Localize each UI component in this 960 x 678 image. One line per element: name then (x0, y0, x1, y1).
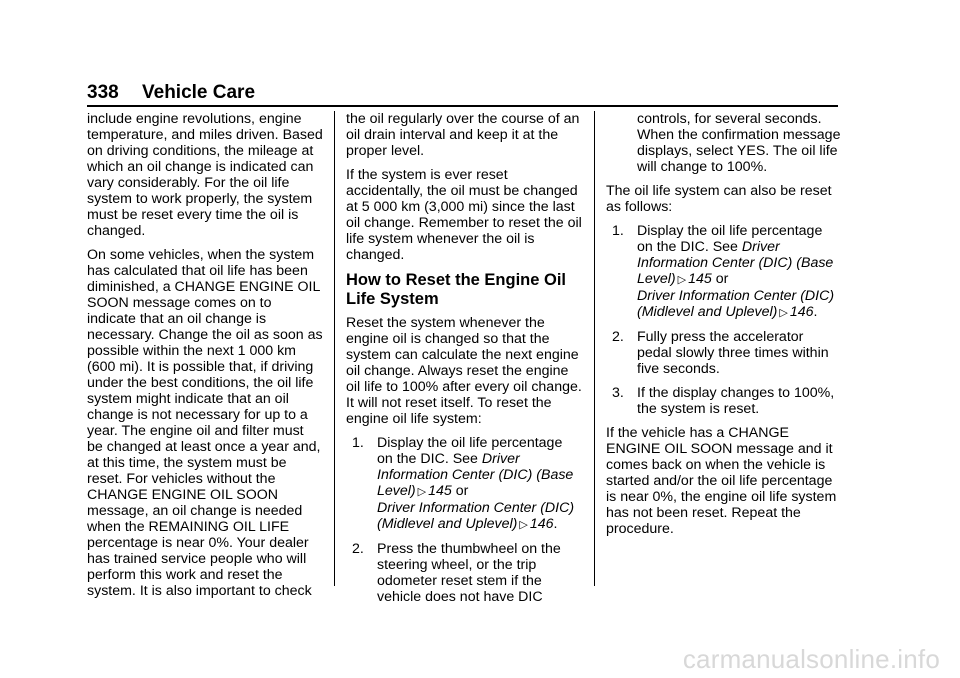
column-divider (594, 111, 595, 586)
page-reference-arrow-icon: ▷ (779, 307, 788, 319)
paragraph: include engine revolutions, engine temperature, and miles driven. Based on driving conditions, the mileage at which an oil change is indicated can vary considerably. For the oil life system to work properly, the system must be reset every time the oil is changed. (87, 111, 323, 239)
paragraph: If the vehicle has a CHANGE ENGINE OIL SOON message and it comes back on when the vehicle is started and/or the oil life percentage is near 0%, the engine oil life system has not been reset. Repeat the procedure. (606, 425, 837, 537)
step-text: or (711, 271, 729, 287)
page-reference[interactable]: 146 (789, 304, 814, 320)
cross-reference-link[interactable]: Driver Information Center (DIC) (Base Level) (637, 239, 834, 287)
paragraph: On some vehicles, when the system has calculated that oil life has been diminished, a CHANGE ENGINE OIL SOON message comes on to indicate that an oil change is necessary. Change the oil as soon as possible within the next 1 000 km (600 mi). It is possible that, if driving under the best conditions, the oil life system might indicate that an oil change is not necessary for up to a year. The engine oil and filter must be changed at least once a year and, at this time, the system must be reset. For vehicles without the CHANGE ENGINE OIL SOON message, an oil change is needed when the REMAINING OIL LIFE percentage is near 0%. Your dealer has trained service people who will perform this work and reset the system. It is also important to check (87, 247, 323, 599)
header-rule (87, 105, 838, 107)
paragraph: the oil regularly over the course of an oil drain interval and keep it at the proper level. (346, 111, 580, 159)
step-text: If the display changes to 100%, the system is reset. (637, 385, 835, 417)
step-number: 1. (612, 223, 624, 239)
column-right (606, 111, 842, 545)
page-reference[interactable]: 146 (529, 516, 554, 532)
list-item (346, 435, 582, 533)
page-header (87, 82, 838, 104)
paragraph: If the system is ever reset accidentally, the oil must be changed at 5 000 km (3,000 mi) since the last oil change. Remember to reset the oil life system whenever the oil is changed. (346, 167, 582, 263)
step-continuation: controls, for several seconds. When the confirmation message displays, select YES. The oil life will change to 100%. (637, 111, 841, 175)
reset-steps-list (346, 435, 582, 605)
watermark: carmanualsonline.info (682, 644, 940, 674)
paragraph: Reset the system whenever the engine oil is changed so that the system can calculate the next engine oil change. Always reset the engine oil life to 100% after every oil change. It will not reset itself. To reset the engine oil life system: (346, 315, 582, 427)
column-divider (334, 111, 335, 586)
step-text: . (553, 516, 558, 532)
page-reference-arrow-icon: ▷ (677, 274, 687, 286)
step-text: Display the oil life percentage on the DIC. See (377, 435, 563, 467)
cross-reference-link[interactable]: Driver Information Center (DIC) (Midlevel and Uplevel) (377, 500, 575, 532)
section-heading: How to Reset the Engine Oil Life System (346, 271, 567, 308)
list-item (606, 223, 842, 321)
page-reference-arrow-icon: ▷ (519, 519, 528, 531)
column-middle (346, 111, 582, 613)
list-item (606, 385, 842, 417)
list-item (606, 329, 842, 377)
step-text: Press the thumbwheel on the steering wheel, or the trip odometer reset stem if the vehicle does not have DIC (377, 541, 561, 605)
step-text: . (813, 304, 818, 320)
column-left (87, 111, 323, 607)
step-number: 2. (352, 541, 364, 557)
cross-reference-link[interactable]: Driver Information Center (DIC) (Midlevel and Uplevel) (637, 288, 835, 320)
step-text: or (451, 483, 469, 499)
page-number: 338 (87, 82, 119, 103)
page-reference[interactable]: 145 (688, 271, 712, 287)
step-number: 1. (352, 435, 364, 451)
paragraph: The oil life system can also be reset as follows: (606, 183, 832, 215)
step-number: 2. (612, 329, 624, 345)
step-text: Display the oil life percentage on the DIC. See (637, 223, 823, 255)
step-number: 3. (612, 385, 624, 401)
page-reference-arrow-icon: ▷ (417, 486, 427, 498)
step-text: Fully press the accelerator pedal slowly three times within five seconds. (637, 329, 829, 377)
cross-reference-link[interactable]: Driver Information Center (DIC) (Base Level) (377, 451, 574, 499)
alternate-reset-steps-list (606, 223, 842, 417)
list-item (346, 541, 582, 605)
section-title: Vehicle Care (142, 82, 256, 103)
page-reference[interactable]: 145 (428, 483, 452, 499)
